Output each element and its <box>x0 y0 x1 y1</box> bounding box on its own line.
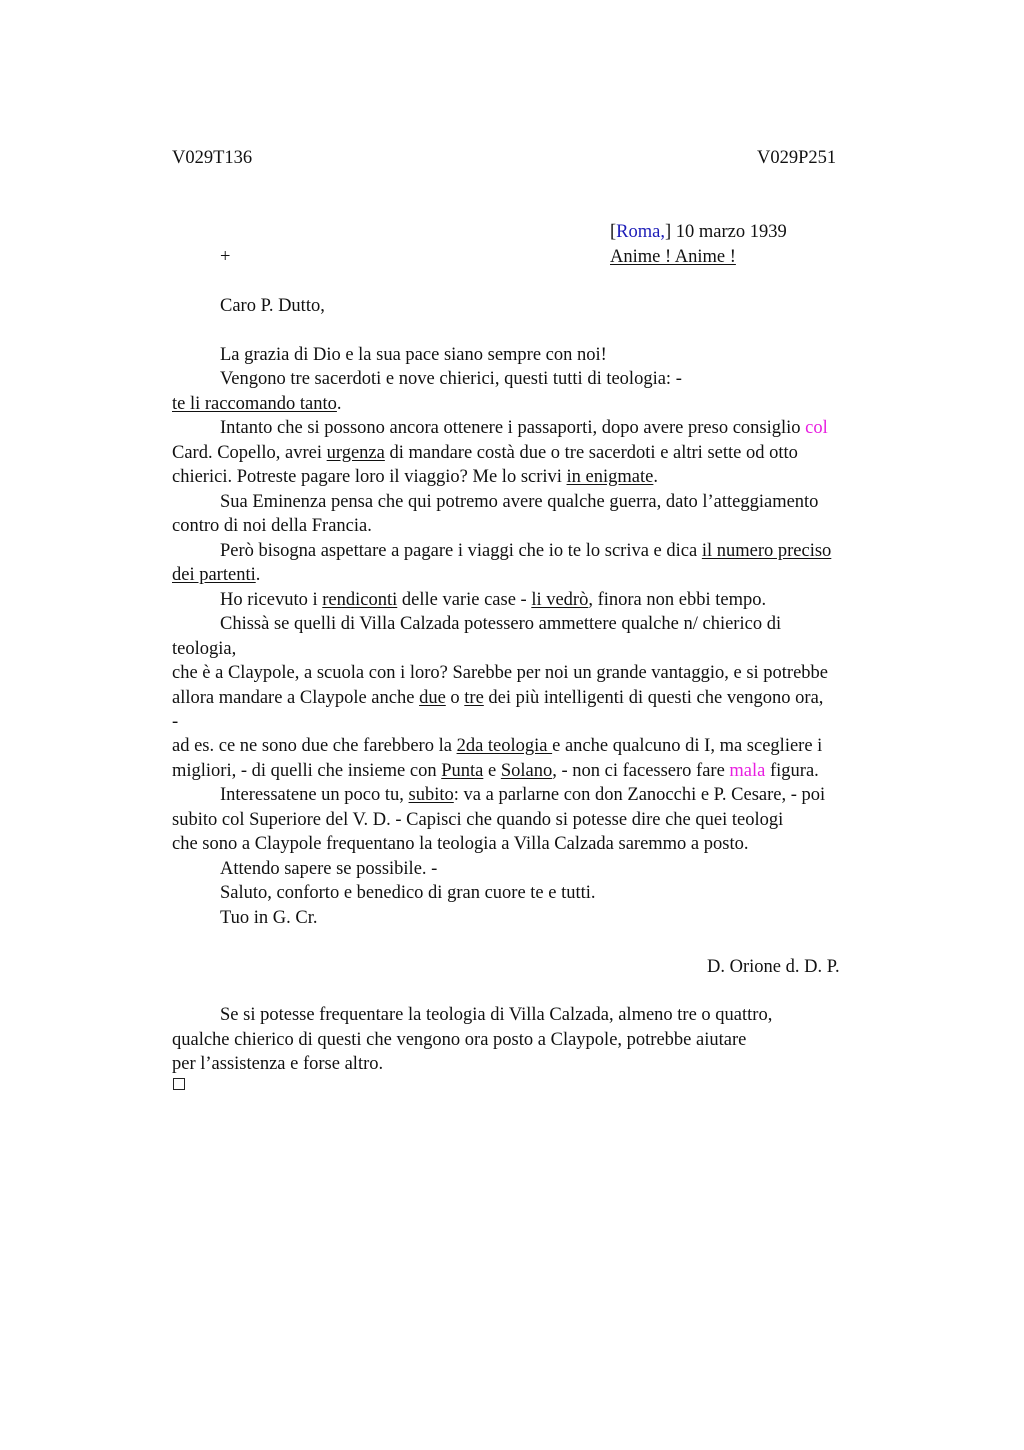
body-line: Attendo sapere se possibile. - <box>220 859 438 879</box>
postscript-line: Se si potesse frequentare la teologia di Villa Calzada, almeno tre o quattro, <box>220 1005 773 1025</box>
body-line: La grazia di Dio e la sua pace siano sempre con noi! <box>220 345 607 365</box>
postscript-line: per l’assistenza e forse altro. <box>172 1054 384 1074</box>
date: 10 marzo 1939 <box>671 222 787 242</box>
body-line: teologia, <box>172 639 237 659</box>
body-line: Sua Eminenza pensa che qui potremo avere qualche guerra, dato l’atteggiamento <box>220 492 819 512</box>
body-line: - <box>172 712 179 732</box>
body-line: Intanto che si possono ancora ottenere i passaporti, dopo avere preso consiglio col <box>220 418 828 438</box>
body-line: Chissà se quelli di Villa Calzada potessero ammettere qualche n/ chierico di <box>220 614 782 634</box>
doc-code-right: V029P251 <box>757 148 837 168</box>
dateline: [Roma,] 10 marzo 1939 <box>610 222 787 242</box>
end-box-icon <box>173 1078 185 1090</box>
body-line: Vengono tre sacerdoti e nove chierici, questi tutti di teologia: - <box>220 369 682 389</box>
cross-symbol: + <box>220 247 231 267</box>
closing: Tuo in G. Cr. <box>220 908 318 928</box>
body-line: chierici. Potreste pagare loro il viaggio? Me lo scrivi in enigmate. <box>172 467 658 487</box>
body-line: Interessatene un poco tu, subito: va a parlarne con don Zanocchi e P. Cesare, - poi <box>220 785 826 805</box>
body-line: migliori, - di quelli che insieme con Punta e Solano, - non ci facessero fare mala figura. <box>172 761 819 781</box>
postscript-line: qualche chierico di questi che vengono ora posto a Claypole, potrebbe aiutare <box>172 1030 747 1050</box>
place-name: Roma, <box>616 222 665 242</box>
body-line: dei partenti. <box>172 565 261 585</box>
body-line: allora mandare a Claypole anche due o tre dei più intelligenti di questi che vengono ora, <box>172 688 824 708</box>
body-line: che sono a Claypole frequentano la teologia a Villa Calzada saremmo a posto. <box>172 834 749 854</box>
salutation: Caro P. Dutto, <box>220 296 325 316</box>
body-line: subito col Superiore del V. D. - Capisci che quando si potesse dire che quei teologi <box>172 810 784 830</box>
body-line: contro di noi della Francia. <box>172 516 372 536</box>
doc-code-left: V029T136 <box>172 148 253 168</box>
body-line: Card. Copello, avrei urgenza di mandare costà due o tre sacerdoti e altri sette od otto <box>172 443 798 463</box>
body-line: Ho ricevuto i rendiconti delle varie case - li vedrò, finora non ebbi tempo. <box>220 590 767 610</box>
body-line: che è a Claypole, a scuola con i loro? Sarebbe per noi un grande vantaggio, e si potrebbe <box>172 663 829 683</box>
body-line: Però bisogna aspettare a pagare i viaggi che io te lo scriva e dica il numero preciso <box>220 541 832 561</box>
body-line: te li raccomando tanto. <box>172 394 342 414</box>
motto: Anime ! Anime ! <box>610 247 736 267</box>
body-line: Saluto, conforto e benedico di gran cuore te e tutti. <box>220 883 596 903</box>
signature: D. Orione d. D. P. <box>707 957 840 977</box>
body-line: ad es. ce ne sono due che farebbero la 2da teologia e anche qualcuno di I, ma scegliere i <box>172 736 823 756</box>
